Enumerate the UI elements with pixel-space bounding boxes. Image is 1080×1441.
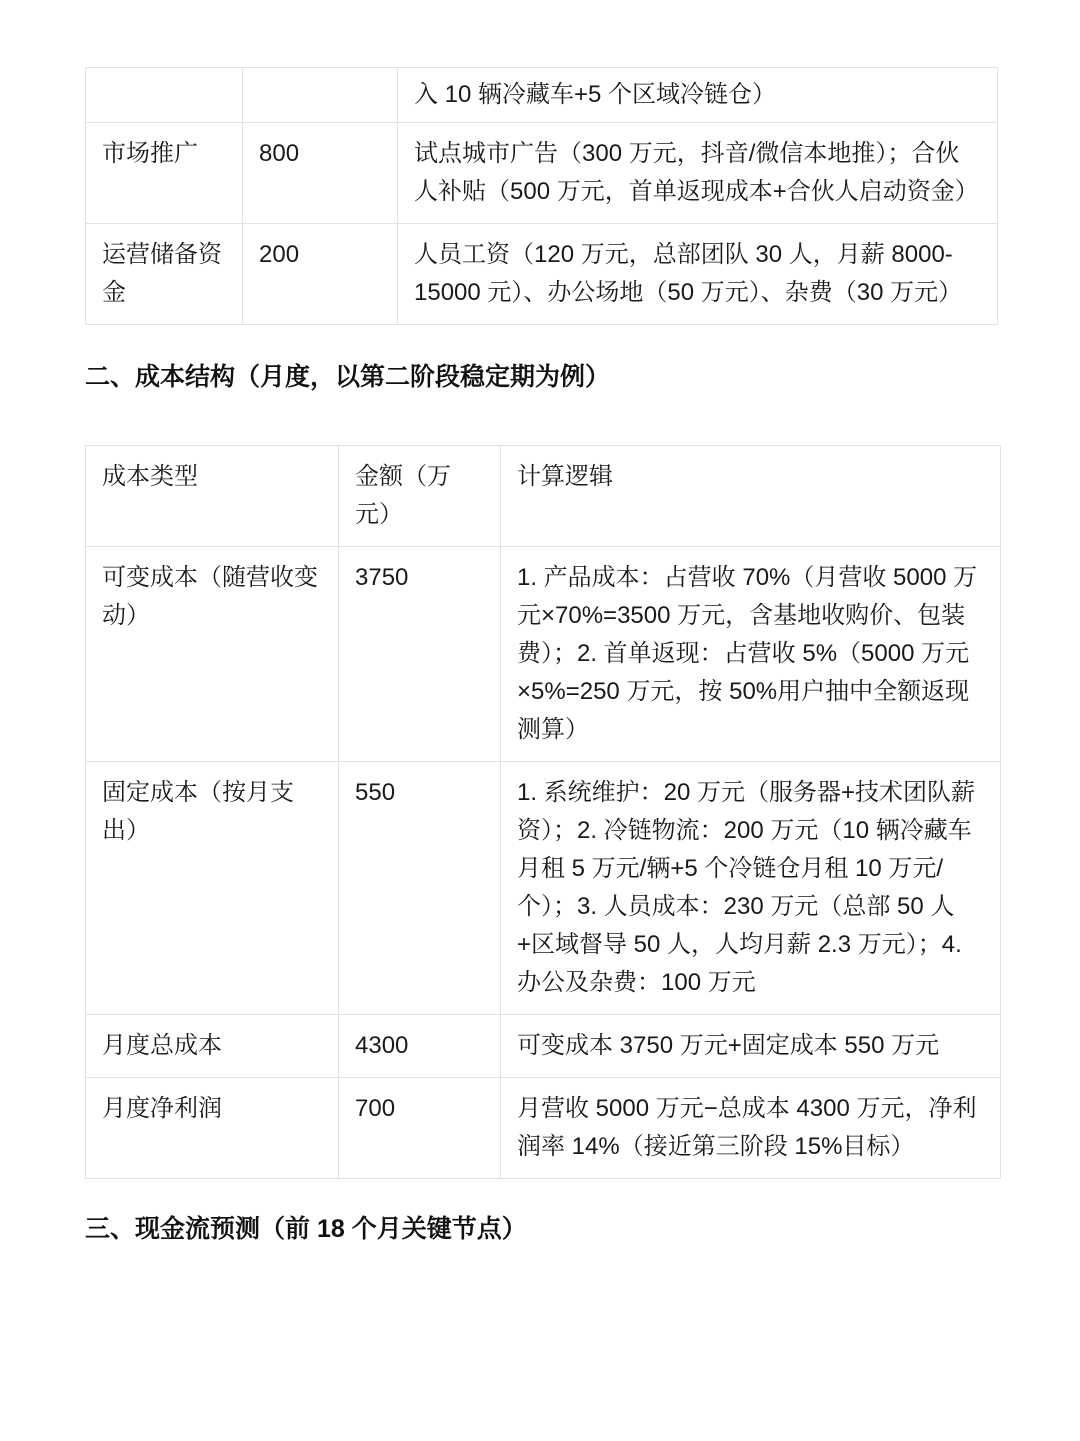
- detail-cell: 入 10 辆冷藏车+5 个区域冷链仓）: [398, 68, 998, 123]
- table-row-monthly-total-cost: [86, 1015, 1001, 1078]
- table-row-monthly-net-profit: [86, 1078, 1001, 1179]
- amount-cell: [243, 68, 398, 123]
- table-row-fixed-cost: [86, 762, 1001, 1015]
- calc-logic-cell: 1. 系统维护：20 万元（服务器+技术团队薪资）；2. 冷链物流：200 万元（10 辆冷藏车月租 5 万元/辆+5 个冷链仓月租 10 万元/个）；3. 人员成本：230 万元（总部 50 人+区域督导 50 人，人均月薪 2.3 万元）；4. 办公及杂费：100 万元: [501, 762, 1001, 1015]
- cost-type-cell: 月度总成本: [86, 1015, 339, 1078]
- section-heading-cost-structure: 二、成本结构（月度，以第二阶段稳定期为例）: [85, 363, 611, 391]
- amount-cell: 200: [243, 224, 398, 325]
- calc-logic-cell: 1. 产品成本：占营收 70%（月营收 5000 万元×70%=3500 万元，含基地收购价、包装费）；2. 首单返现：占营收 5%（5000 万元×5%=250 万元，按 50%用户抽中全额返现测算）: [501, 547, 1001, 762]
- column-header-cost-type: 成本类型: [86, 446, 339, 547]
- amount-cell: 800: [243, 123, 398, 224]
- table-header-row: [86, 446, 1001, 547]
- calc-logic-cell: 可变成本 3750 万元+固定成本 550 万元: [501, 1015, 1001, 1078]
- amount-cell: 3750: [339, 547, 501, 762]
- table-row-market-promotion: [86, 123, 998, 224]
- column-header-amount: 金额（万元）: [339, 446, 501, 547]
- document-page: [0, 67, 1080, 1441]
- amount-cell: 4300: [339, 1015, 501, 1078]
- table-row-continuation: [86, 68, 998, 123]
- calc-logic-cell: 月营收 5000 万元−总成本 4300 万元，净利润率 14%（接近第三阶段 15%目标）: [501, 1078, 1001, 1179]
- cost-type-cell: 可变成本（随营收变动）: [86, 547, 339, 762]
- table-row-variable-cost: [86, 547, 1001, 762]
- cost-type-cell: 固定成本（按月支出）: [86, 762, 339, 1015]
- cost-type-cell: 月度净利润: [86, 1078, 339, 1179]
- cost-structure-table: [85, 445, 1001, 1179]
- detail-cell: 人员工资（120 万元，总部团队 30 人，月薪 8000-15000 元）、办公场地（50 万元）、杂费（30 万元）: [398, 224, 998, 325]
- table-row-operating-reserve: [86, 224, 998, 325]
- column-header-calc-logic: 计算逻辑: [501, 446, 1001, 547]
- cost-type-cell: 运营储备资金: [86, 224, 243, 325]
- amount-cell: 700: [339, 1078, 501, 1179]
- detail-cell: 试点城市广告（300 万元，抖音/微信本地推）；合伙人补贴（500 万元，首单返现成本+合伙人启动资金）: [398, 123, 998, 224]
- section-heading-cashflow-forecast: 三、现金流预测（前 18 个月关键节点）: [85, 1215, 527, 1243]
- cost-type-cell: [86, 68, 243, 123]
- amount-cell: 550: [339, 762, 501, 1015]
- cost-type-cell: 市场推广: [86, 123, 243, 224]
- budget-usage-table-continued: [85, 67, 998, 325]
